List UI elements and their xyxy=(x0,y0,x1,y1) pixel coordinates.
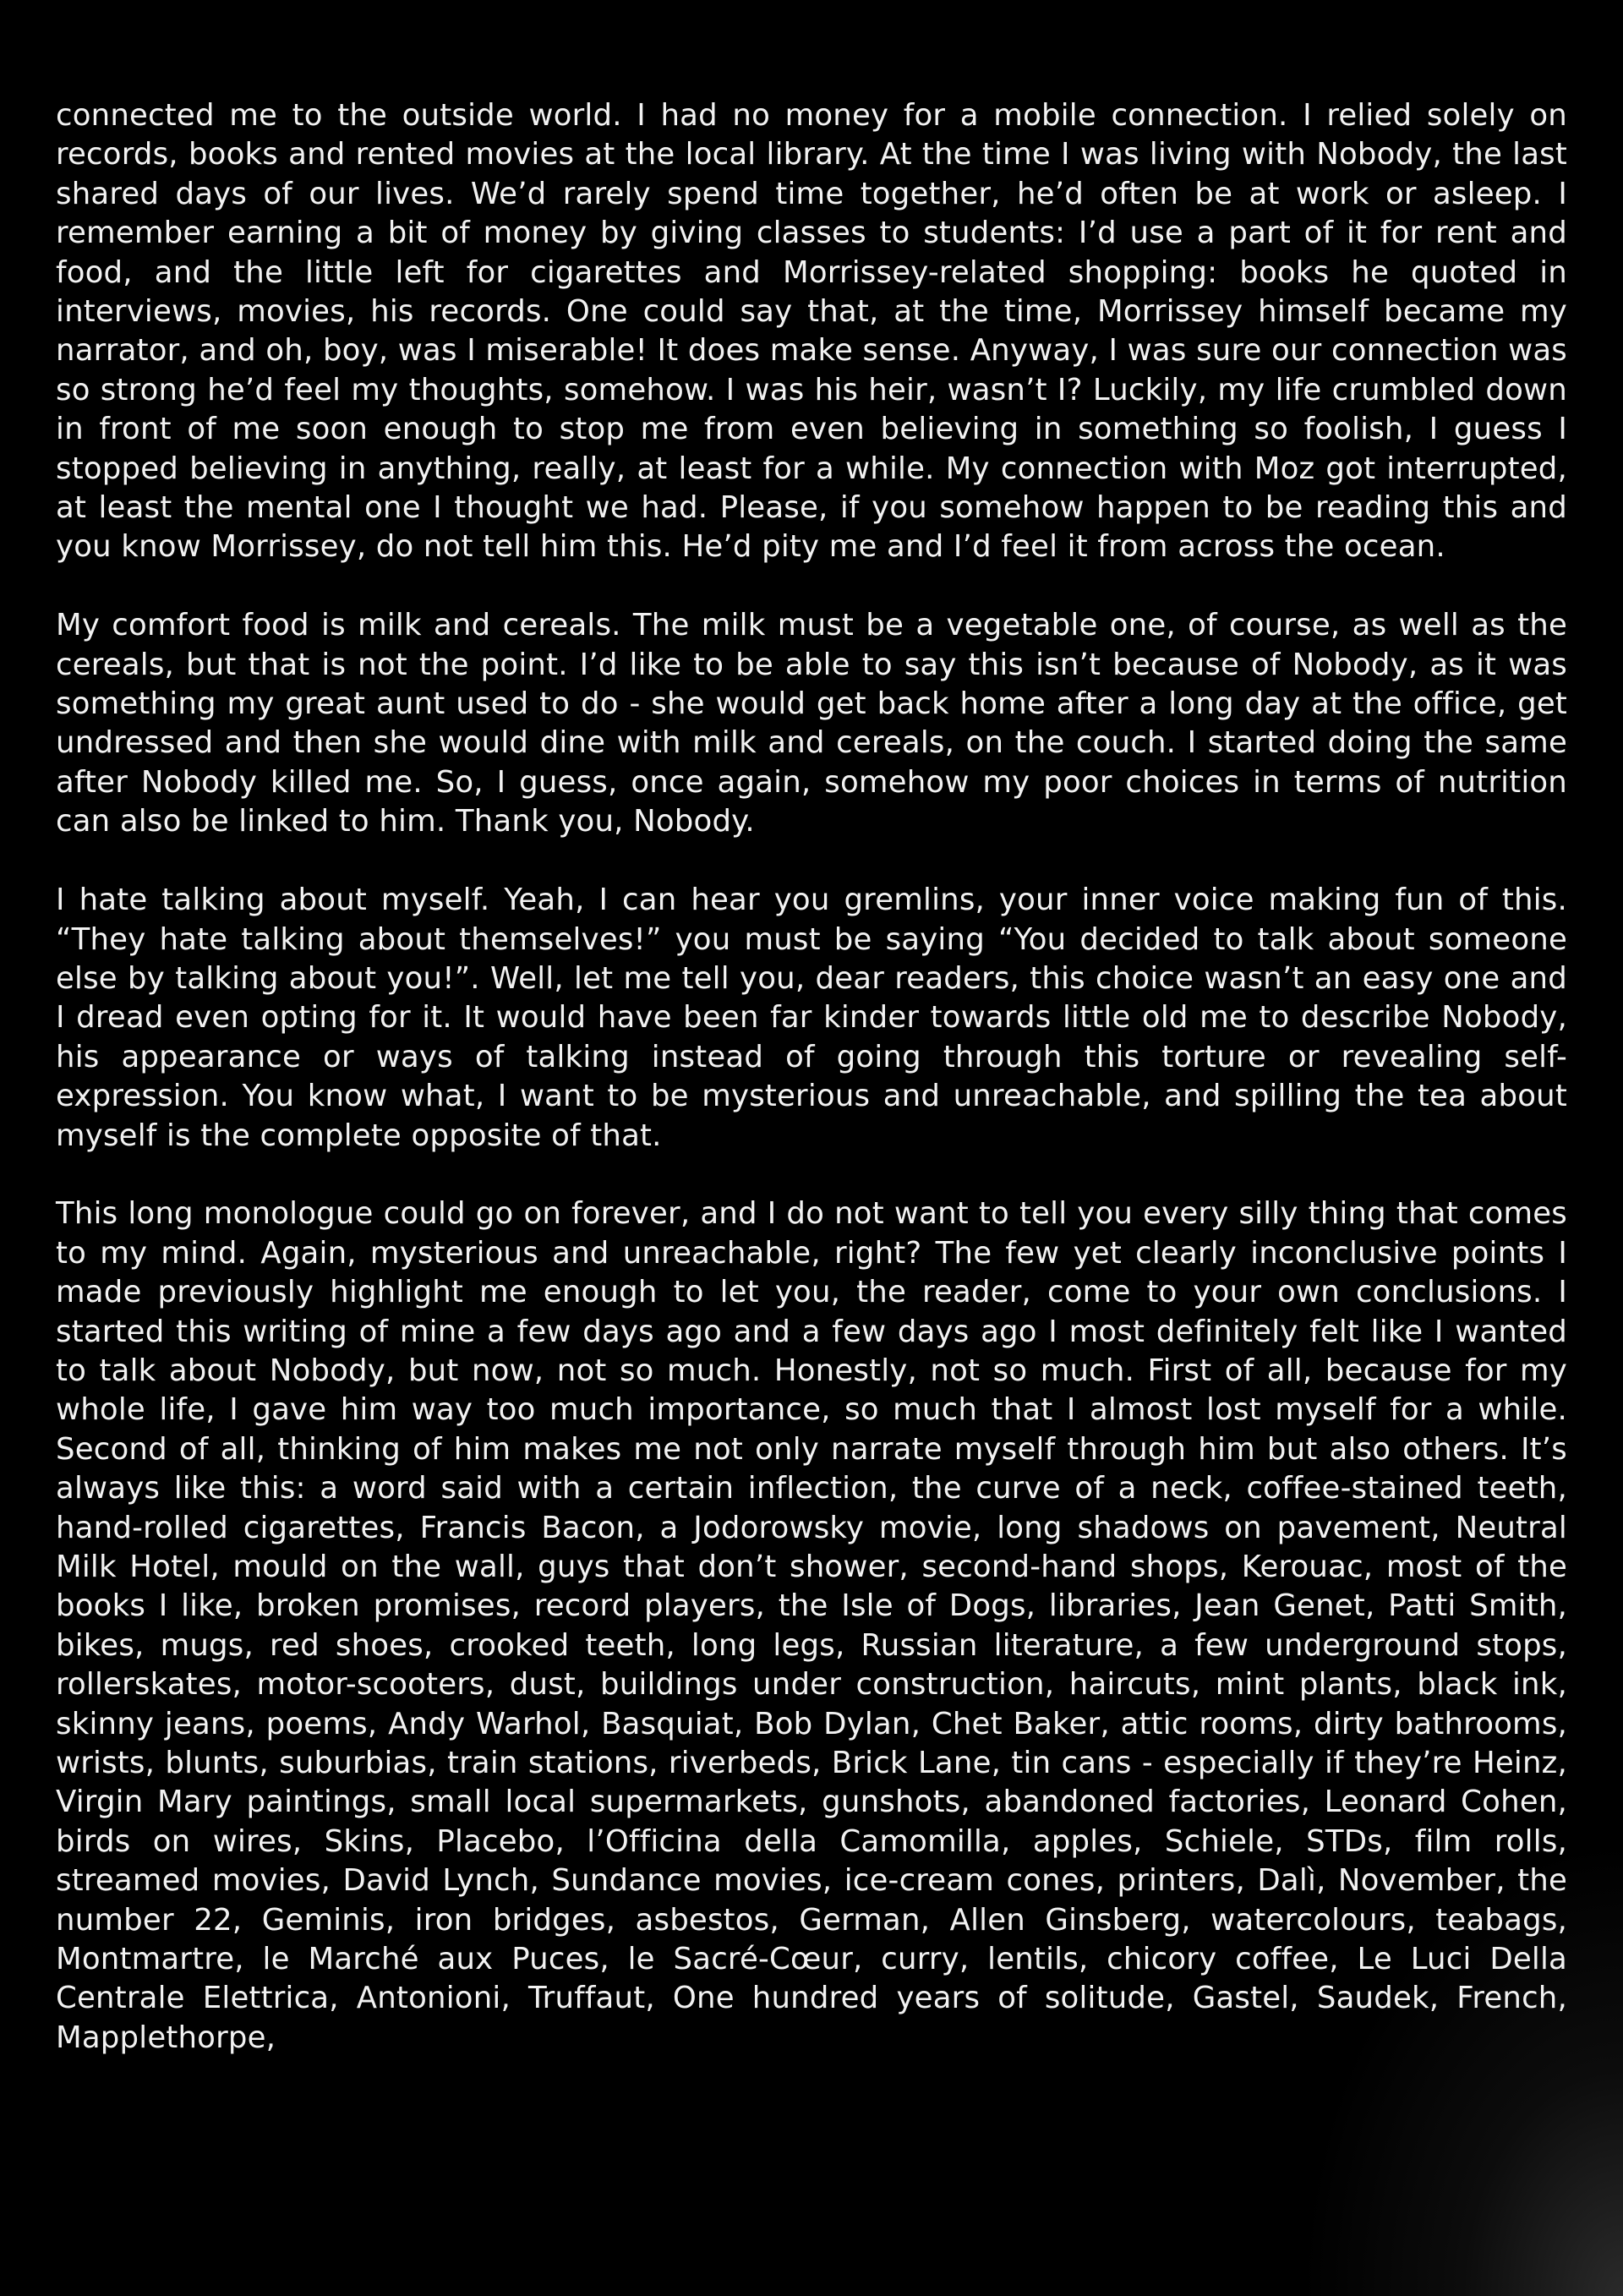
document-body xyxy=(56,96,1567,2058)
paragraph-3: I hate talking about myself. Yeah, I can hear you gremlins, your inner voice making fun of this. “They hate talking about themselves!” you must be saying “You decided to talk about someone else by talking about you!”. Well, let me tell you, dear readers, this choice wasn’t an easy one and I dread even opting for it. It would have been far kinder towards little old me to describe Nobody, his appearance or ways of talking instead of going through this torture or revealing self-expression. You know what, I want to be mysterious and unreachable, and spilling the tea about myself is the complete opposite of that. xyxy=(56,883,1567,1153)
paragraph-2: My comfort food is milk and cereals. The milk must be a vegetable one, of course, as well as the cereals, but that is not the point. I’d like to be able to say this isn’t because of Nobody, as it was something my great aunt used to do - she would get back home after a long day at the office, get undressed and then she would dine with milk and cereals, on the couch. I started doing the same after Nobody killed me. So, I guess, once again, somehow my poor choices in terms of nutrition can also be linked to him. Thank you, Nobody. xyxy=(56,608,1567,839)
paragraph-4: This long monologue could go on forever, and I do not want to tell you every silly thing that comes to my mind. Again, mysterious and unreachable, right? The few yet clearly inconclusive points I made previously highlight me enough to let you, the reader, come to your own conclusions. I started this writing of mine a few days ago and a few days ago I most definitely felt like I wanted to talk about Nobody, but now, not so much. Honestly, not so much. First of all, because for my whole life, I gave him way too much importance, so much that I almost lost myself for a while. Second of all, thinking of him makes me not only narrate myself through him but also others. It’s always like this: a word said with a certain inflection, the curve of a neck, coffee-stained teeth, hand-rolled cigarettes, Francis Bacon, a Jodorowsky movie, long shadows on pavement, Neutral Milk Hotel, mould on the wall, guys that don’t shower, second-hand shops, Kerouac, most of the books I like, broken promises, record players, the Isle of Dogs, libraries, Jean Genet, Patti Smith, bikes, mugs, red shoes, crooked teeth, long legs, Russian literature, a few underground stops, rollerskates, motor-scooters, dust, buildings under construction, haircuts, mint plants, black ink, skinny jeans, poems, Andy Warhol, Basquiat, Bob Dylan, Chet Baker, attic rooms, dirty bathrooms, wrists, blunts, suburbias, train stations, riverbeds, Brick Lane, tin cans - especially if they’re Heinz, Virgin Mary paintings, small local supermarkets, gunshots, abandoned factories, Leonard Cohen, birds on wires, Skins, Placebo, l’Officina della Camomilla, apples, Schiele, STDs, film rolls, streamed movies, David Lynch, Sundance movies, ice-cream cones, printers, Dalì, November, the number 22, Geminis, iron bridges, asbestos, German, Allen Ginsberg, watercolours, teabags, Montmartre, le Marché aux Puces, le Sacré-Cœur, curry, lentils, chicory coffee, Le Luci Della Centrale Elettrica, Antonioni, Truffaut, One hundred years of solitude, Gastel, Saudek, French, Mapplethorpe, xyxy=(56,1196,1567,2055)
paragraph-1: connected me to the outside world. I had no money for a mobile connection. I relied solely on records, books and rented movies at the local library. At the time I was living with Nobody, the last shared days of our lives. We’d rarely spend time together, he’d often be at work or asleep. I remember earning a bit of money by giving classes to students: I’d use a part of it for rent and food, and the little left for cigarettes and Morrissey-related shopping: books he quoted in interviews, movies, his records. One could say that, at the time, Morrissey himself became my narrator, and oh, boy, was I miserable! It does make sense. Anyway, I was sure our connection was so strong he’d feel my thoughts, somehow. I was his heir, wasn’t I? Luckily, my life crumbled down in front of me soon enough to stop me from even believing in something so foolish, I guess I stopped believing in anything, really, at least for a while. My connection with Moz got interrupted, at least the mental one I thought we had. Please, if you somehow happen to be reading this and you know Morrissey, do not tell him this. He’d pity me and I’d feel it from across the ocean. xyxy=(56,98,1567,565)
